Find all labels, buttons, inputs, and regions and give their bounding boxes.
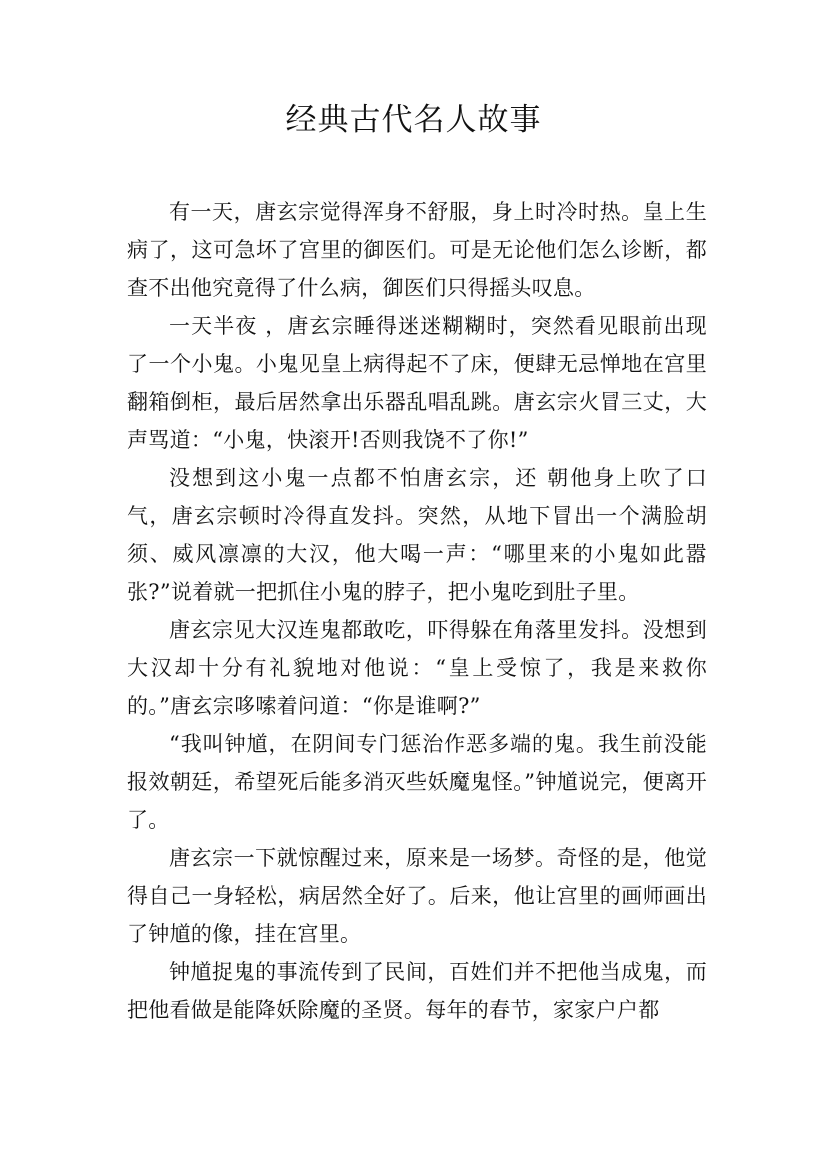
paragraph-2: 一天半夜 ，唐玄宗睡得迷迷糊糊时，突然看见眼前出现了一个小鬼。小鬼见皇上病得起不了床，便肆无忌惮地在宫里翻箱倒柜，最后居然拿出乐器乱唱乱跳。唐玄宗火冒三丈，大声骂道：“小鬼，快滚开!否则我饶不了你!”	[127, 314, 707, 452]
document-body	[127, 193, 707, 1029]
paragraph-1: 有一天，唐玄宗觉得浑身不舒服，身上时冷时热。皇上生病了，这可急坏了宫里的御医们。可是无论他们怎么诊断，都查不出他究竟得了什么病，御医们只得摇头叹息。	[127, 200, 707, 300]
document-title: 经典古代名人故事	[285, 102, 542, 138]
paragraph-7: 钟馗捉鬼的事流传到了民间，百姓们并不把他当成鬼，而把他看做是能降妖除魔的圣贤。每年的春节，家家户户都	[127, 960, 707, 1022]
paragraph-3: 没想到这小鬼一点都不怕唐玄宗，还 朝他身上吹了口气，唐玄宗顿时冷得直发抖。突然，从地下冒出一个满脸胡须、威风凛凛的大汉，他大喝一声：“哪里来的小鬼如此嚣张?”说着就一把抓住小鬼的脖子，把小鬼吃到肚子里。	[127, 466, 707, 604]
paragraph-5: “我叫钟馗，在阴间专门惩治作恶多端的鬼。我生前没能报效朝廷，希望死后能多消灭些妖魔鬼怪。”钟馗说完，便离开了。	[127, 732, 707, 832]
paragraph-6: 唐玄宗一下就惊醒过来，原来是一场梦。奇怪的是，他觉得自己一身轻松，病居然全好了。后来，他让宫里的画师画出了钟馗的像，挂在宫里。	[127, 846, 707, 946]
paragraph-4: 唐玄宗见大汉连鬼都敢吃，吓得躲在角落里发抖。没想到大汉却十分有礼貌地对他说：“皇上受惊了，我是来救你的。”唐玄宗哆嗦着问道：“你是谁啊?”	[127, 618, 707, 718]
